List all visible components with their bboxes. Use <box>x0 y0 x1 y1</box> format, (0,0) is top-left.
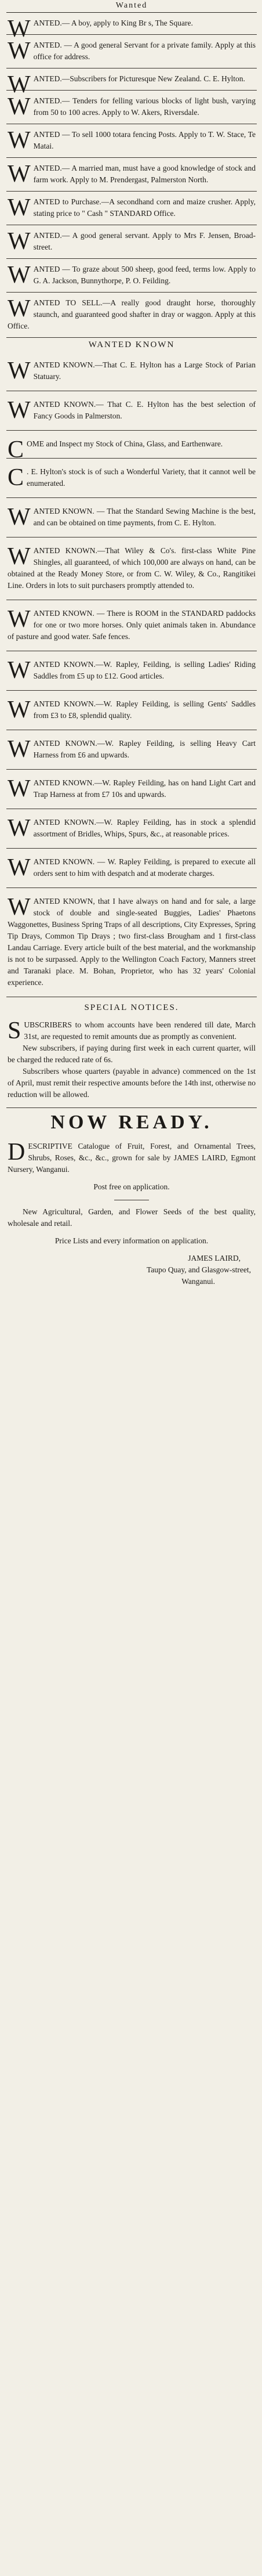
classified-ad <box>6 225 257 259</box>
classified-ad <box>6 730 257 770</box>
ad-text: ANTED KNOWN. — There is ROOM in the STANDARD paddocks for one or two more horses. Only quiet animals taken in. Abundance of pasture and good water. Safe fences. <box>8 609 256 641</box>
ad-text: ANTED KNOWN.—W. Rapley, Feilding, is selling Ladies' Riding Saddles from £5 up to £12. Good articles. <box>33 660 256 680</box>
signature-address: Taupo Quay, and Glasgow-street, <box>146 1265 251 1274</box>
ad-text: ANTED — To sell 1000 totara fencing Posts. Apply to T. W. Stace, Te Matai. <box>33 130 256 150</box>
post-free-line: Post free on application. <box>93 1182 170 1191</box>
classified-ad <box>6 537 257 600</box>
section-heading-wanted-known: WANTED KNOWN <box>88 340 175 349</box>
ad-text: ANTED KNOWN.—W. Rapley Feilding, is selling Gents' Saddles from £3 to £8, splendid quality. <box>33 699 256 720</box>
ad-text: ANTED KNOWN.—That C. E. Hylton has a Large Stock of Parian Statuary. <box>33 360 256 381</box>
classified-ad <box>6 68 257 98</box>
ad-text: OME and Inspect my Stock of China, Glass, and Earthenware. <box>27 439 223 448</box>
drop-cap: W <box>8 295 31 322</box>
drop-cap: W <box>8 697 31 723</box>
classified-ad <box>6 498 257 537</box>
ad-text: ANTED.— A married man, must have a good knowledge of stock and farm work. Apply to M. Prendergast, Palmerston North. <box>33 164 256 184</box>
classified-ad <box>6 13 257 42</box>
classified-ad <box>6 770 257 809</box>
ad-text: ANTED KNOWN. — That the Standard Sewing Machine is the best, and can be obtained on time payments, from C. E. Hylton. <box>33 507 256 527</box>
classified-ad <box>6 849 257 888</box>
classified-ad <box>6 91 257 124</box>
ad-text: ANTED — To graze about 500 sheep, good feed, terms low. Apply to G. A. Jackson, Bunnythorpe, P. O. Feilding. <box>33 265 256 285</box>
classified-ad <box>6 600 257 651</box>
drop-cap: W <box>8 358 31 384</box>
classified-ad <box>6 391 257 431</box>
drop-cap: W <box>8 775 31 802</box>
ad-text: ANTED KNOWN.— That C. E. Hylton has the best selection of Fancy Goods in Palmerston. <box>33 400 256 420</box>
notice-text: Subscribers whose quarters (payable in advance) commenced on the 1st of April, must remit their respective amounts before the 14th inst, otherwise no reduction will be allowed. <box>8 1067 256 1099</box>
drop-cap: W <box>8 93 31 120</box>
ad-text: ESCRIPTIVE Catalogue of Fruit, Forest, and Ornamental Trees, Shrubs, Roses, &c., &c., grown for sale by JAMES LAIRD, Egmont Nursery, Wanganui. <box>8 1142 256 1174</box>
ad-text: ANTED TO SELL.—A really good draught horse, thoroughly staunch, and guaranteed good shafter in dray or waggon. Apply at this Office. <box>8 298 256 330</box>
drop-cap: W <box>8 736 31 763</box>
drop-cap: W <box>8 657 31 684</box>
ad-text: ANTED KNOWN.—That Wiley & Co's. first-class White Pine Shingles, all guaranteed, of which 100,000 are always on hand, can be obtained at the Ready Money Store, or from C. W. Wiley, & Co., Rangitikei Line. Orders in lots to suit purchasers promptly attended to. <box>8 546 256 590</box>
classified-ad <box>6 293 257 338</box>
seeds-text: New Agricultural, Garden, and Flower Seeds of the best quality, wholesale and retail. <box>8 1207 256 1228</box>
drop-cap: W <box>8 262 31 288</box>
drop-cap: W <box>8 161 31 187</box>
drop-cap: C <box>8 436 24 463</box>
drop-cap: C <box>8 464 24 491</box>
classified-ad <box>6 259 257 293</box>
drop-cap: W <box>8 815 31 842</box>
ad-text: ANTED KNOWN, that I have always on hand and for sale, a large stock of double and single-seated Buggies, Ladies' Phaetons Waggonettes, Business Spring Traps of all descriptions, City Expresses, Spring Tip Drays, Common Tip Drays ; two first-class Brougham and 1 first-class Landau Carriage. Every article built of the best material, and the workmanship is not to be surpassed. Apply to the Wellington Coach Factory, Manners street and Taranaki place. M. Bohan, Proprietor, who has 32 years' Colonial experience. <box>8 897 256 987</box>
signature-town: Wanganui. <box>181 1277 215 1286</box>
notice-text: UBSCRIBERS to whom accounts have been rendered till date, March 31st, are requested to remit amounts due as promptly as convenient. <box>24 1020 256 1041</box>
classified-ad <box>6 192 257 225</box>
ad-text: ANTED KNOWN.—W. Rapley Feilding, has on hand Light Cart and Trap Harness at from £7 10s and upwards. <box>33 778 256 799</box>
ad-text: ANTED.— A boy, apply to King Br s, The Square. <box>33 19 193 27</box>
ad-text: ANTED to Purchase.—A secondhand corn and maize crusher. Apply, stating price to " Cash " STANDARD Office. <box>33 197 256 218</box>
classified-ad <box>6 888 257 997</box>
ad-text: ANTED. — A good general Servant for a private family. Apply at this office for address. <box>33 41 256 61</box>
classified-ad <box>6 431 257 463</box>
ad-text: ANTED KNOWN.—W. Rapley Feilding, has in stock a splendid assortment of Bridles, Whips, Spurs, &c., at reasonable prices. <box>33 818 256 838</box>
drop-cap: W <box>8 504 31 531</box>
classified-ad <box>6 651 257 691</box>
classified-ads-wanted <box>6 13 257 338</box>
classified-ad <box>6 124 257 158</box>
ad-text: ANTED.— A good general servant. Apply to Mrs F. Jensen, Broad-street. <box>33 231 256 251</box>
drop-cap: W <box>8 894 31 921</box>
classified-ad <box>6 158 257 192</box>
classified-ad <box>6 691 257 730</box>
signature-name: JAMES LAIRD, <box>188 1254 241 1262</box>
section-heading-special-notices: SPECIAL NOTICES. <box>84 1003 179 1012</box>
ad-text: ANTED KNOWN.—W. Rapley Feilding, is selling Heavy Cart Harness from £6 and upwards. <box>33 739 256 759</box>
drop-cap: W <box>8 127 31 154</box>
classified-ad <box>6 35 257 68</box>
ad-text: ANTED.—Subscribers for Picturesque New Zealand. C. E. Hylton. <box>33 74 245 83</box>
price-lists-line: Price Lists and every information on application. <box>54 1236 209 1245</box>
classified-ad <box>6 809 257 849</box>
drop-cap: D <box>8 1139 26 1166</box>
special-notices-block <box>6 1015 257 1108</box>
drop-cap: W <box>8 194 31 221</box>
drop-cap: W <box>8 228 31 255</box>
drop-cap: W <box>8 397 31 424</box>
nursery-advertisement <box>6 1136 257 1293</box>
drop-cap: W <box>8 543 31 570</box>
ad-text: ANTED.— Tenders for felling various blocks of light bush, varying from 50 to 100 acres. Apply to W. Akers, Riversdale. <box>33 96 256 117</box>
classified-ads-wanted-known <box>6 352 257 997</box>
drop-cap: W <box>8 606 31 633</box>
notice-text: New subscribers, if paying during first week in each current quarter, will be charged the reduced rate of 6s. <box>8 1044 256 1064</box>
drop-cap: W <box>8 38 31 64</box>
ad-text: . E. Hylton's stock is of such a Wonderful Variety, that it cannot well be enumerated. <box>27 467 256 488</box>
subscribers-notice <box>8 1019 256 1042</box>
drop-cap: W <box>8 16 31 42</box>
ad-text: ANTED KNOWN. — W. Rapley Feilding, is prepared to execute all orders sent to him with despatch and at moderate charges. <box>33 857 256 878</box>
now-ready-banner: NOW READY. <box>50 1112 213 1133</box>
classified-ad <box>6 459 257 498</box>
classified-ad <box>6 352 257 391</box>
drop-cap: S <box>8 1018 21 1044</box>
drop-cap: W <box>8 854 31 881</box>
drop-cap: W <box>8 71 31 98</box>
section-heading-wanted: Wanted <box>6 0 257 13</box>
